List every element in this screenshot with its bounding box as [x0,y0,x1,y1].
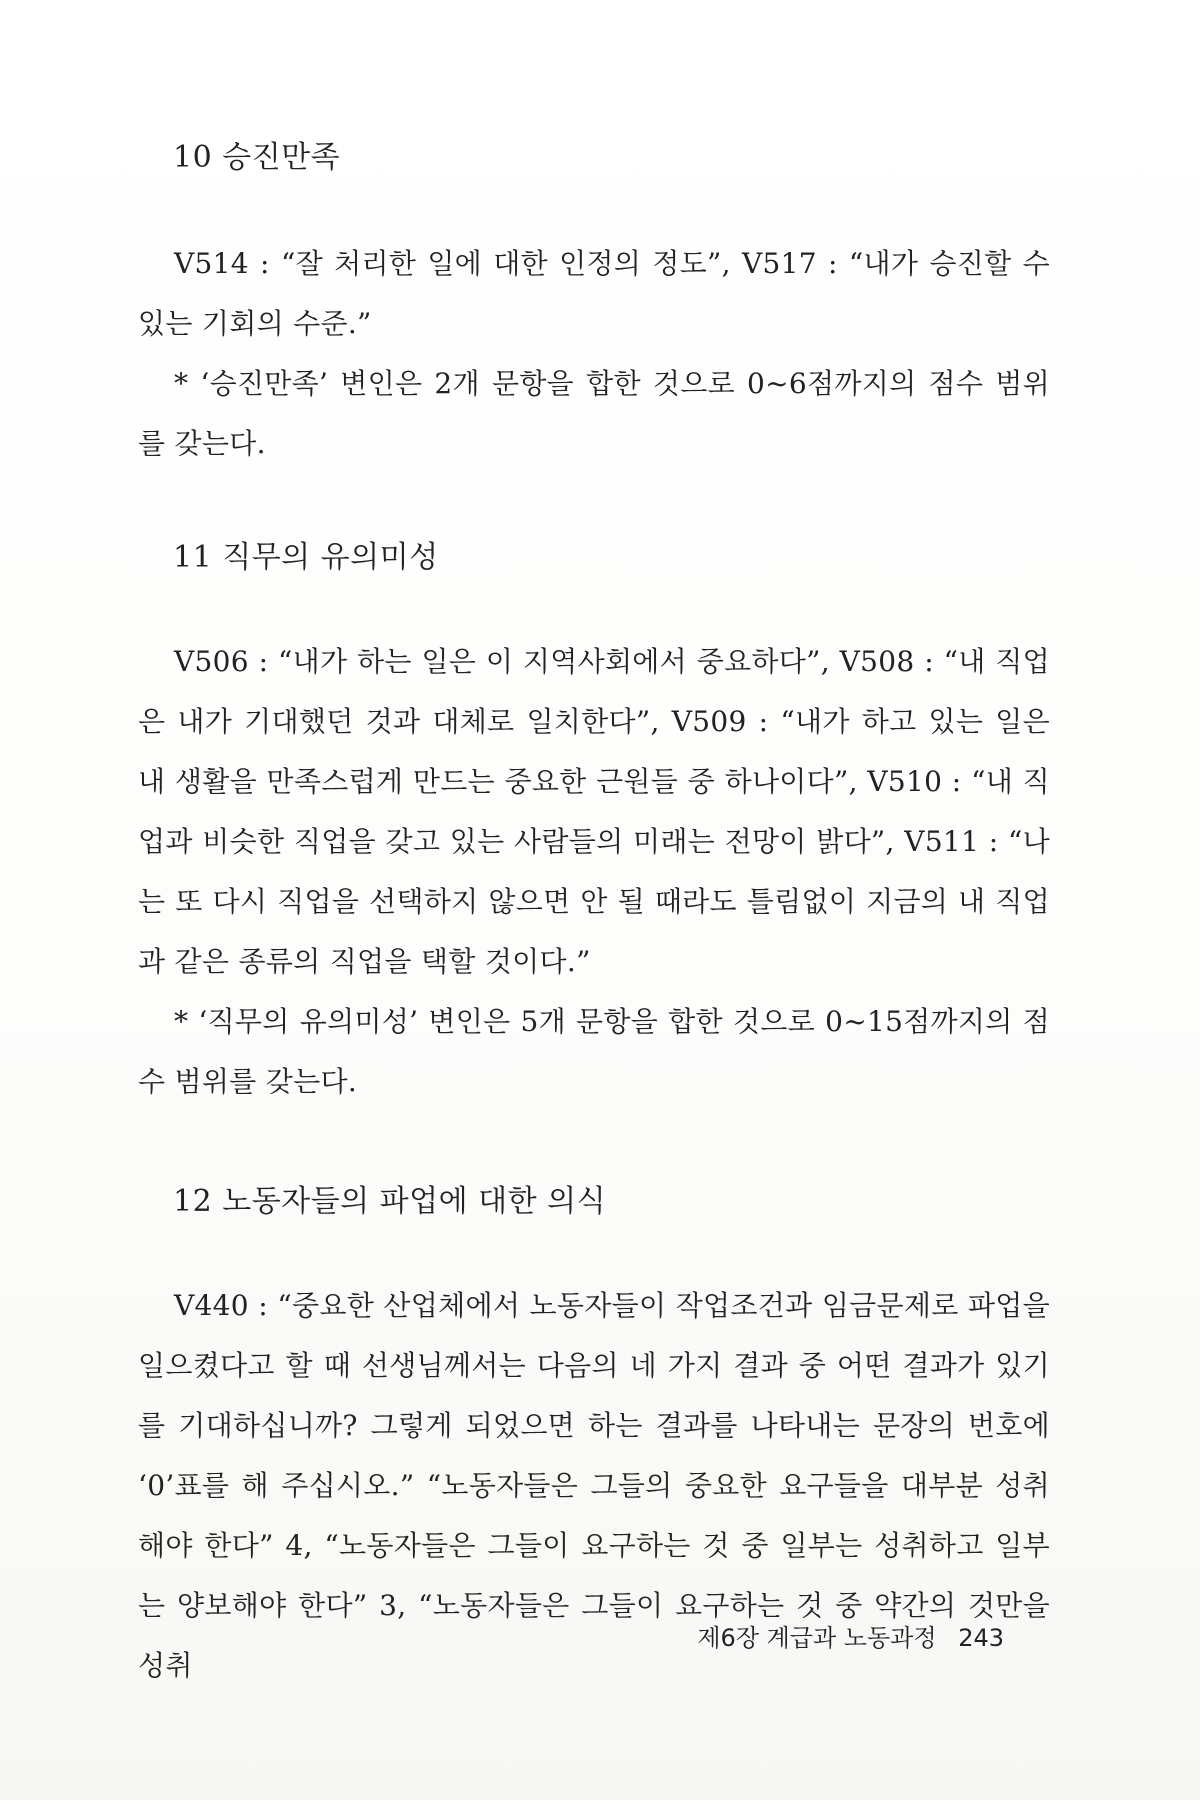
page-content [138,140,1050,1696]
page-footer [697,1618,1004,1653]
section-body: V514 : “잘 처리한 일에 대한 인정의 정도”, V517 : “내가 승진할 수 있는 기회의 수준.” [138,247,1050,340]
section-job-meaningfulness [138,540,1050,1112]
section-promotion-satisfaction [138,140,1050,474]
section-title: 10 승진만족 [173,140,341,175]
section-note: * ‘직무의 유의미성’ 변인은 5개 문항을 합한 것으로 0~15점까지의 점수 범위를 갖는다. [138,1005,1050,1098]
section-body: V506 : “내가 하는 일은 이 지역사회에서 중요하다”, V508 : “내 직업은 내가 기대했던 것과 대체로 일치한다”, V509 : “내가 하고 있는 일은 내 생활을 만족스럽게 만드는 중요한 근원들 중 하나이다”, V510 : “내 직업과 비슷한 직업을 갖고 있는 사람들의 미래는 전망이 밝다”, V511 : “나는 또 다시 직업을 선택하지 않으면 안 될 때라도 틀림없이 지금의 내 직업과 같은 종류의 직업을 택할 것이다.” [138,645,1050,978]
page-number: 243 [958,1624,1004,1652]
running-footer-chapter: 제6장 계급과 노동과정 [697,1624,937,1652]
section-body: V440 : “중요한 산업체에서 노동자들이 작업조건과 임금문제로 파업을 일으켰다고 할 때 선생님께서는 다음의 네 가지 결과 중 어떤 결과가 있기를 기대하십니까? 그렇게 되었으면 하는 결과를 나타내는 문장의 번호에 ‘0’표를 해 주십시오.” “노동자들은 그들의 중요한 요구들을 대부분 성취해야 한다” 4, “노동자들은 그들이 요구하는 것 중 일부는 성취하고 일부는 양보해야 한다” 3, “노동자들은 그들이 요구하는 것 중 약간의 것만을 성취 [138,1289,1050,1682]
section-title: 11 직무의 유의미성 [173,540,439,575]
section-note: * ‘승진만족’ 변인은 2개 문항을 합한 것으로 0~6점까지의 점수 범위를 갖는다. [138,367,1050,460]
section-title: 12 노동자들의 파업에 대한 의식 [173,1184,607,1219]
